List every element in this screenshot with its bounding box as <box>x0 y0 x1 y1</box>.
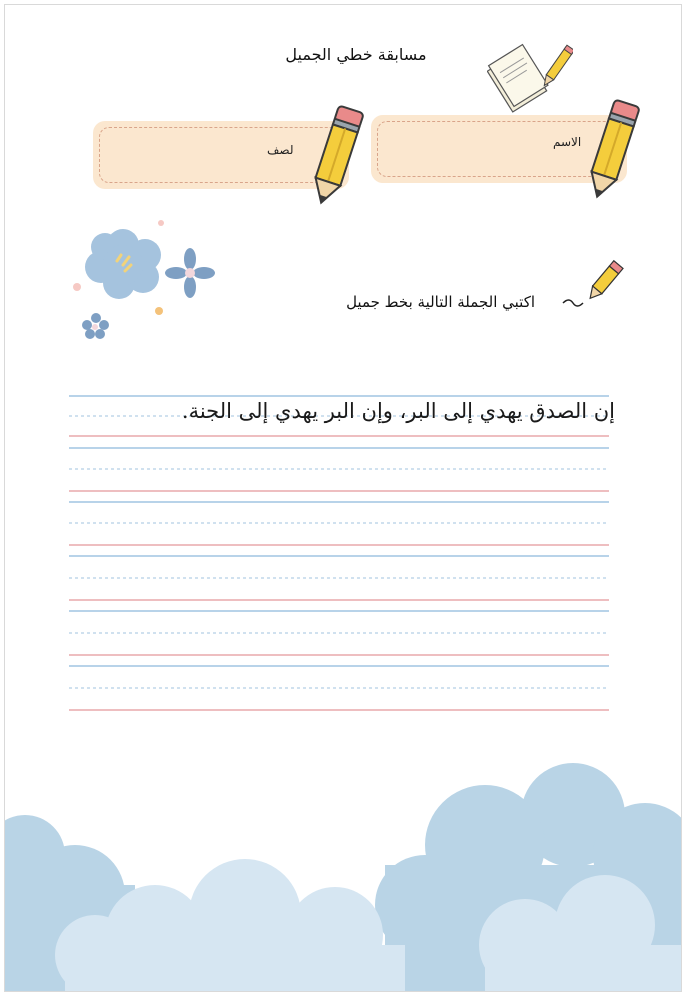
writing-row-2 <box>69 469 609 502</box>
writing-row-6 <box>69 688 609 710</box>
instruction-text: اكتبي الجملة التالية بخط جميل <box>346 293 535 311</box>
cloud-decoration <box>5 745 682 992</box>
model-sentence: إن الصدق يهدي إلى البر، وإن البر يهدي إلى الجنة. <box>181 399 615 423</box>
handwriting-lines[interactable] <box>5 5 682 725</box>
writing-row-4 <box>69 578 609 611</box>
page-title: مسابقة خطي الجميل <box>285 45 427 64</box>
writing-row-5 <box>69 633 609 666</box>
writing-row-3 <box>69 523 609 556</box>
name-label: الاسم <box>553 135 582 149</box>
worksheet-page <box>4 4 682 992</box>
class-label: لصف <box>267 143 294 157</box>
